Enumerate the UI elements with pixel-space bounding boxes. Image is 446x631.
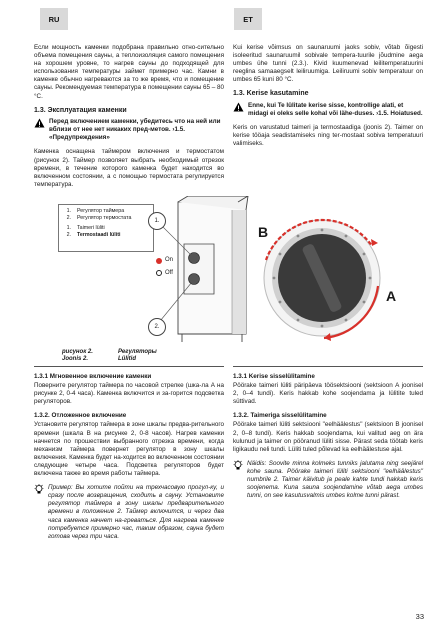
ru-section-title: 1.3. Эксплуатация каменки (34, 106, 127, 114)
scale-b-label: B (258, 224, 269, 240)
on-label: On (165, 257, 174, 263)
ru-warning-text: Перед включением каменки, убедитесь что на ней или вблизи от нее нет никаких пред-метов. ›1.5. «Предупреждения» (49, 118, 221, 142)
divider-ru (34, 366, 224, 367)
et-subsection-1-title: 1.3.1 Kerise sisselülitamine (233, 373, 315, 380)
et-subsection-2-title: 1.3.2. Taimeriga sisselülitamine (233, 412, 327, 420)
legend-row: 2. Termostaadi lüliti (66, 231, 121, 238)
lightbulb-icon (233, 460, 243, 475)
ru-subsection-1-text: Поверните регулятор таймера по часовой стрелке (шка-ла А на рисунке 2, 0-4 часа). Каменка включится и за-горится подсветка регуляторов. (34, 382, 224, 406)
ru-intro-text: Если мощность каменки подобрана правильно отно-сительно объема помещения сауны, а теплоизоляция самого помещения на хорошем уровне, то нагрев сауны до подходящей для использования температуры займет примерно час. Камни в каменке обычно нагреваются за то же время, что и помещение сауны. Рекомендуемая температура в помещении сауны 65 – 80 °С. (34, 44, 224, 100)
lightbulb-icon (34, 484, 44, 499)
figure-caption-number: рисунок 2. Joonis 2. (62, 349, 93, 363)
callout-1: 1. (148, 212, 166, 230)
ru-subsection-1-title: 1.3.1 Мгновенное включение каменки (34, 373, 152, 380)
ru-subsection-2-title: 1.3.2. Отложенное включение (34, 412, 127, 420)
et-body-text: Keris on varustatud taimeri ja termostaadiga (joonis 2). Taimer on kerise tööaja seadistamiseks ning ter-mostaat sobiva temperatuuri valimiseks. (233, 124, 423, 148)
scale-a-label: A (386, 288, 397, 304)
et-tip-text: Näidis: Soovite minna kolmeks tunniks jalutama ning seejärel kohe sauna. Pöörake taimeri lüliti sektsiooni "eelhäälestus" numbrile 2. Taimer käivitub ja peale kahte tundi hakkab keris soojenema. Kuna sauna soojendamine võtab aega umbes tunni, on see kasutusvalmis umbes kolme tunni pärast. (247, 459, 423, 500)
et-subsection-2-text: Pöörake taimeri lüliti sektsiooni "eelhäälestus" (sektsioon B joonisel 2, 0–8 tundi). Keris hakkab soojendama, kui valitud aeg on ära kulunud ja taimer on pööranud lüliti sisse. Pärast seda töötab keris ligikaudu neli tundi. Lüliti tuled põlevad ka eelhäälestuse ajal. (233, 421, 423, 453)
language-tab-et: ET (234, 8, 262, 30)
et-warning (233, 102, 423, 118)
legend-row: 2. Регулятор термостата (66, 214, 132, 221)
ru-subsection-2-text: Установите регулятор таймера в зоне шкалы предва-рительного времени (шкала В на рисунке 2, 0-8 часов). Нагрев каменки начнется по прошествии выбранного отрезка времени, когда механизм таймера повернет регулятор в зону шкалы включения. Каменка будет на-ходится во включенном состоянии следующие четыре часа. Подсветка регуляторов будет включена также во время работы таймера. (34, 421, 224, 478)
power-off-icon (156, 270, 162, 276)
power-on-icon (156, 258, 162, 264)
ru-bottom-column (34, 370, 224, 547)
timer-dial (254, 216, 404, 344)
page-number: 33 (415, 612, 424, 621)
legend-row: 1. Регулятор таймера (66, 208, 125, 214)
et-warning-text: Enne, kui Te lülitate kerise sisse, kontrollige alati, et midagi ei oleks selle kohal või lähe-duses. ›1.5. Hoiatused. (248, 101, 423, 118)
ru-tip-text: Пример: Вы хотите пойти на трехчасовую прогул-ку, и сразу после возвращения, сходить в сауну. Установите регулятор таймера в зону шкалы предварительного времени в положение 2. Таймер включится, и через два часа каменка начнет на-греваться. Для нагрева каменке потребуется примерно час, таким образом, сауна будет готова через три часа. (48, 484, 224, 540)
ru-body-text: Каменка оснащена таймером включения и термостатом (рисунок 2). Таймер позволяет выбрать необходимый отрезок времени, в течение которого каменка будет находится во включенном состоянии, а с помощью термостата регулируется температура. (34, 148, 224, 188)
et-intro-text: Kui kerise võimsus on saunaruumi jaoks sobiv, võtab õigesti isoleeritud saunaruumil sobivale tempera-tuurile jõudmine aega umbes ühe tunni (2.3.). Kivid kuumenevad leilitemperatuurini reeglina samaaegselt leiliruumiga. Leiliruumi sobiv temperatuur on umbes 65 kuni 80 °C. (233, 44, 423, 84)
divider-et (233, 366, 423, 367)
et-tip (233, 460, 423, 500)
callout-2: 2. (148, 318, 166, 336)
et-subsection-1-text: Pöörake taimeri lüliti päripäeva töösektsiooni (sektsioon A joonisel 2, 0–4 tundi). Keris hakkab kohe soojendama ja lülitite tuled süttivad. (233, 382, 423, 406)
et-bottom-column (233, 370, 423, 506)
ru-top-column (34, 44, 224, 195)
legend-row: 1. Taimeri lüliti (66, 225, 105, 232)
ru-tip (34, 484, 224, 541)
language-tab-ru: RU (40, 8, 68, 30)
warning-icon (233, 102, 244, 115)
ru-warning (34, 118, 224, 142)
et-section-title: 1.3. Kerise kasutamine (233, 90, 309, 98)
off-label: Off (165, 270, 173, 276)
warning-icon (34, 118, 45, 131)
et-top-column (233, 44, 423, 154)
figure-caption-title: Регуляторы Lülitid (118, 349, 157, 363)
